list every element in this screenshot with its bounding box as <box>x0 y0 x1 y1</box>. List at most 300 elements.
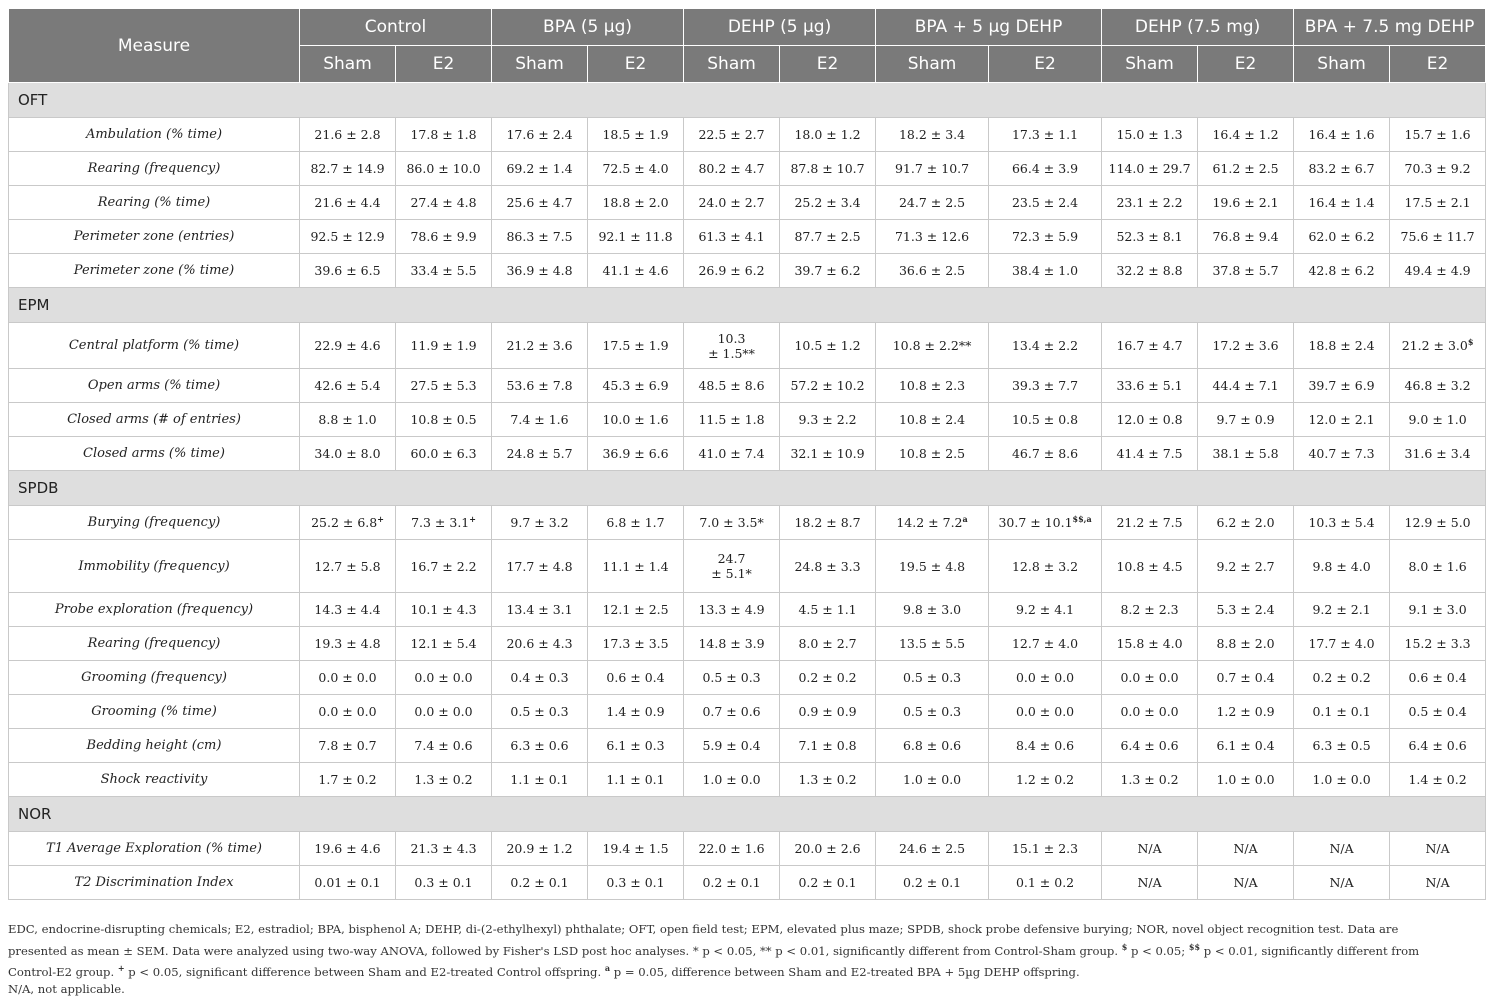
value-text: 7.8 ± 0.7 <box>318 738 377 753</box>
value-cell <box>780 506 876 540</box>
value-text: 82.7 ± 14.9 <box>310 161 385 176</box>
value-text: 10.8 ± 4.5 <box>1116 558 1183 574</box>
value-cell <box>300 152 396 186</box>
value-text: 1.0 ± 0.0 <box>702 772 761 787</box>
value-text: 5.9 ± 0.4 <box>702 738 761 753</box>
value-text: 0.5 ± 0.3 <box>510 704 569 719</box>
value-cell <box>989 593 1102 627</box>
value-cell <box>1390 763 1486 797</box>
value-text: 25.2 ± 6.8 <box>311 515 378 531</box>
group-header: Control <box>300 9 492 46</box>
value-text: 0.3 ± 0.1 <box>414 875 473 890</box>
value-cell <box>396 627 492 661</box>
value-cell <box>876 118 989 152</box>
value-cell <box>300 763 396 797</box>
value-cell <box>588 593 684 627</box>
value-text: 15.7 ± 1.6 <box>1404 127 1471 142</box>
value-cell <box>396 437 492 471</box>
value-cell <box>492 186 588 220</box>
value-text: 48.5 ± 8.6 <box>698 378 765 393</box>
value-cell <box>396 254 492 288</box>
value-text: 6.1 ± 0.3 <box>606 738 665 753</box>
value-text: 0.5 ± 0.3 <box>902 670 962 685</box>
value-cell <box>780 403 876 437</box>
value-text: N/A <box>1329 875 1354 890</box>
value-text: 0.7 ± 0.4 <box>1216 670 1275 685</box>
value-cell <box>1294 369 1390 403</box>
section-title: EPM <box>9 288 1486 323</box>
value-cell <box>684 506 780 540</box>
value-text: 22.9 ± 4.6 <box>314 338 381 353</box>
value-cell <box>300 254 396 288</box>
value-cell <box>588 763 684 797</box>
value-cell <box>1102 866 1198 900</box>
value-cell <box>1390 437 1486 471</box>
value-text: 10.0 ± 1.6 <box>602 412 669 427</box>
value-cell <box>684 220 780 254</box>
value-text: 57.2 ± 10.2 <box>790 378 865 393</box>
value-text: 7.3 ± 3.1 <box>411 515 470 531</box>
value-text: 1.0 ± 0.0 <box>1216 772 1275 787</box>
value-cell <box>876 220 989 254</box>
value-text: 14.3 ± 4.4 <box>314 602 381 617</box>
section-row <box>9 797 1486 832</box>
value-cell <box>588 323 684 369</box>
table-row <box>9 832 1486 866</box>
value-text: N/A <box>1329 841 1354 856</box>
value-cell <box>1102 540 1198 593</box>
value-cell <box>684 254 780 288</box>
value-cell <box>780 323 876 369</box>
value-text: 16.7 ± 2.2 <box>410 558 477 574</box>
value-cell <box>1198 661 1294 695</box>
value-text: 21.6 ± 4.4 <box>314 195 381 210</box>
value-cell <box>492 403 588 437</box>
value-text: 86.3 ± 7.5 <box>506 229 573 244</box>
value-text: 13.4 ± 3.1 <box>506 602 573 617</box>
value-text: 20.9 ± 1.2 <box>506 841 573 856</box>
measure-label: Immobility (frequency) <box>9 540 300 593</box>
value-text: 10.8 ± 0.5 <box>410 412 477 427</box>
value-cell <box>989 254 1102 288</box>
subgroup-header: Sham <box>1294 46 1390 83</box>
value-cell <box>684 186 780 220</box>
value-text: 21.2 ± 3.6 <box>506 338 573 353</box>
value-text: 33.6 ± 5.1 <box>1116 378 1183 393</box>
value-text: 10.8 ± 2.4 <box>898 412 966 427</box>
value-cell <box>588 403 684 437</box>
value-cell <box>1390 506 1486 540</box>
value-cell <box>1390 729 1486 763</box>
value-text: 18.8 ± 2.0 <box>602 195 669 210</box>
value-cell <box>492 540 588 593</box>
value-cell <box>396 763 492 797</box>
value-text: 21.6 ± 2.8 <box>314 127 381 142</box>
value-text: 0.0 ± 0.0 <box>1015 704 1075 719</box>
footnote-na: N/A, not applicable. <box>8 982 125 997</box>
value-text: 75.6 ± 11.7 <box>1400 229 1475 244</box>
value-text: 30.7 ± 10.1 <box>998 515 1073 531</box>
value-cell <box>1102 763 1198 797</box>
value-text: 0.01 ± 0.1 <box>314 875 381 890</box>
value-cell <box>588 186 684 220</box>
value-text: 0.5 ± 0.3 <box>902 704 962 719</box>
value-text: 41.4 ± 7.5 <box>1116 446 1183 461</box>
value-text: 12.0 ± 0.8 <box>1116 412 1183 427</box>
value-text: 11.9 ± 1.9 <box>410 338 477 353</box>
measure-label: Perimeter zone (% time) <box>9 254 300 288</box>
value-text: 0.6 ± 0.4 <box>1408 670 1467 685</box>
value-text: 114.0 ± 29.7 <box>1108 161 1191 176</box>
value-cell <box>989 437 1102 471</box>
value-cell <box>1198 118 1294 152</box>
value-cell <box>1294 695 1390 729</box>
value-cell <box>989 540 1102 593</box>
value-cell <box>1294 729 1390 763</box>
table-row <box>9 729 1486 763</box>
value-cell <box>396 118 492 152</box>
value-text: 12.8 ± 3.2 <box>1011 558 1079 574</box>
value-cell <box>396 220 492 254</box>
subgroup-header: E2 <box>989 46 1102 83</box>
value-cell <box>588 118 684 152</box>
value-cell <box>1102 627 1198 661</box>
value-cell <box>989 403 1102 437</box>
value-cell <box>396 323 492 369</box>
value-text: 25.2 ± 3.4 <box>794 195 861 210</box>
value-text: 5.3 ± 2.4 <box>1216 602 1275 617</box>
value-cell <box>396 695 492 729</box>
value-text: 1.4 ± 0.9 <box>606 704 665 719</box>
value-cell <box>492 323 588 369</box>
footnote-abbreviations: EDC, endocrine-disrupting chemicals; E2, estradiol; BPA, bisphenol A; DEHP, di-(2-ethylhexyl) phthalate; OFT, open field test; EPM, elevated plus maze; SPDB, shock probe defensive burying; NOR, novel object recognition test. Data are presented as mean ± SEM. Data were analyzed using two-way ANOVA, followed by Fisher's LSD post hoc analyses. * p < 0.05, ** p < 0.01, significantly different from Control-Sham group. $ p < 0.05; $$ p < 0.01, significantly different from Control-E2 group. + p < 0.05, significant difference between Sham and E2-treated Control offspring. $^a$ p = 0.05, difference between Sham and E2-treated BPA + 5µg DEHP offspring. <box>8 922 1420 979</box>
table-header <box>9 9 1486 83</box>
value-cell <box>300 118 396 152</box>
value-cell <box>588 695 684 729</box>
value-text: N/A <box>1233 875 1258 890</box>
value-text: 1.7 ± 0.2 <box>318 772 377 787</box>
value-cell <box>876 866 989 900</box>
value-text: 9.8 ± 3.0 <box>902 602 962 617</box>
value-text: 12.7 ± 4.0 <box>1011 636 1079 651</box>
value-text: 42.8 ± 6.2 <box>1308 263 1375 278</box>
value-text: 8.8 ± 2.0 <box>1216 636 1275 651</box>
value-cell <box>1198 627 1294 661</box>
value-cell <box>876 152 989 186</box>
value-cell <box>1390 403 1486 437</box>
value-cell <box>876 661 989 695</box>
value-text: 24.7 ± 2.5 <box>898 195 966 210</box>
value-cell <box>588 369 684 403</box>
value-cell <box>780 254 876 288</box>
section-title: SPDB <box>9 471 1486 506</box>
value-cell <box>1102 729 1198 763</box>
value-cell <box>1198 369 1294 403</box>
value-text: 0.0 ± 0.0 <box>1120 670 1179 685</box>
value-text: 10.5 ± 1.2 <box>794 338 861 353</box>
value-cell <box>300 506 396 540</box>
value-text: 6.4 ± 0.6 <box>1408 738 1467 753</box>
measure-label: T2 Discrimination Index <box>9 866 300 900</box>
value-cell <box>989 506 1102 540</box>
subgroup-header: Sham <box>1102 46 1198 83</box>
value-cell <box>780 763 876 797</box>
value-cell <box>1294 437 1390 471</box>
value-text: 8.0 ± 1.6 <box>1408 558 1467 574</box>
measure-label: Bedding height (cm) <box>9 729 300 763</box>
value-cell <box>989 323 1102 369</box>
value-text: 87.8 ± 10.7 <box>790 161 865 176</box>
value-cell <box>989 627 1102 661</box>
group-header: DEHP (5 µg) <box>684 9 876 46</box>
value-text: 11.5 ± 1.8 <box>698 412 765 427</box>
value-text: 62.0 ± 6.2 <box>1308 229 1375 244</box>
value-cell <box>492 506 588 540</box>
value-cell <box>1102 437 1198 471</box>
value-cell <box>1390 152 1486 186</box>
value-text: 10.3 <box>717 330 746 346</box>
value-text: 32.2 ± 8.8 <box>1116 263 1183 278</box>
value-cell <box>684 403 780 437</box>
value-text: 16.4 ± 1.6 <box>1308 127 1375 142</box>
table-row <box>9 369 1486 403</box>
value-text: 0.0 ± 0.0 <box>318 704 377 719</box>
value-cell <box>588 152 684 186</box>
measure-label: Grooming (% time) <box>9 695 300 729</box>
measure-label: Ambulation (% time) <box>9 118 300 152</box>
value-cell <box>780 437 876 471</box>
table-row <box>9 437 1486 471</box>
value-text: 12.9 ± 5.0 <box>1404 515 1471 530</box>
section-row <box>9 471 1486 506</box>
table-row <box>9 763 1486 797</box>
value-text: 1.2 ± 0.9 <box>1216 704 1275 719</box>
section-title: OFT <box>9 83 1486 118</box>
value-cell <box>1390 627 1486 661</box>
value-text: 42.6 ± 5.4 <box>314 378 381 393</box>
value-cell <box>588 220 684 254</box>
value-text: 22.5 ± 2.7 <box>698 127 765 142</box>
value-cell <box>989 118 1102 152</box>
value-cell <box>492 695 588 729</box>
value-text: 22.0 ± 1.6 <box>698 841 765 856</box>
value-cell <box>1390 661 1486 695</box>
value-cell <box>396 729 492 763</box>
value-cell <box>1294 540 1390 593</box>
value-text: 16.4 ± 1.4 <box>1308 195 1375 210</box>
value-text-line2: ± 5.1* <box>711 566 752 581</box>
value-cell <box>1198 220 1294 254</box>
value-text: 52.3 ± 8.1 <box>1116 229 1183 244</box>
value-cell <box>300 403 396 437</box>
value-text: 17.3 ± 1.1 <box>1011 127 1079 142</box>
value-cell <box>780 540 876 593</box>
value-text: 9.2 ± 4.1 <box>1015 602 1075 617</box>
measure-label: Closed arms (% time) <box>9 437 300 471</box>
value-text: 12.7 ± 5.8 <box>314 558 381 574</box>
subgroup-header: Sham <box>684 46 780 83</box>
subgroup-header: Sham <box>492 46 588 83</box>
value-cell <box>1102 661 1198 695</box>
value-text: 1.3 ± 0.2 <box>798 772 857 787</box>
value-cell <box>1294 763 1390 797</box>
value-text: N/A <box>1137 875 1162 890</box>
value-text: 17.3 ± 3.5 <box>602 636 669 651</box>
value-text: 6.8 ± 0.6 <box>902 738 962 753</box>
value-text: 24.0 ± 2.7 <box>698 195 765 210</box>
table-row <box>9 186 1486 220</box>
value-text: 6.8 ± 1.7 <box>606 515 665 530</box>
value-text: 33.4 ± 5.5 <box>410 263 477 278</box>
value-cell <box>588 729 684 763</box>
value-cell <box>989 152 1102 186</box>
results-table <box>8 8 1486 900</box>
subgroup-header: E2 <box>396 46 492 83</box>
value-cell <box>1102 695 1198 729</box>
measure-label: Burying (frequency) <box>9 506 300 540</box>
value-cell <box>492 118 588 152</box>
value-cell <box>1198 729 1294 763</box>
value-text: 0.5 ± 0.3 <box>702 670 761 685</box>
value-cell <box>684 540 780 593</box>
value-cell <box>780 369 876 403</box>
value-cell <box>1198 323 1294 369</box>
value-text: 9.2 ± 2.7 <box>1216 558 1275 574</box>
value-text: 17.8 ± 1.8 <box>410 127 477 142</box>
value-text: 0.0 ± 0.0 <box>1120 704 1179 719</box>
value-text: 8.2 ± 2.3 <box>1120 602 1179 617</box>
value-cell <box>396 540 492 593</box>
value-cell <box>396 832 492 866</box>
value-text: 17.7 ± 4.0 <box>1308 636 1375 651</box>
value-cell <box>876 254 989 288</box>
value-text: 7.0 ± 3.5* <box>699 515 764 530</box>
value-text: 0.7 ± 0.6 <box>702 704 761 719</box>
value-cell <box>1390 695 1486 729</box>
value-cell <box>492 254 588 288</box>
value-cell <box>876 506 989 540</box>
value-text: 72.5 ± 4.0 <box>602 161 669 176</box>
value-cell <box>588 437 684 471</box>
value-text: 26.9 ± 6.2 <box>698 263 765 278</box>
value-text: N/A <box>1425 875 1450 890</box>
value-text: 0.2 ± 0.1 <box>798 875 857 890</box>
value-cell <box>300 220 396 254</box>
section-row <box>9 83 1486 118</box>
value-cell <box>492 763 588 797</box>
value-cell <box>396 152 492 186</box>
value-cell <box>588 866 684 900</box>
value-text: 1.0 ± 0.0 <box>1312 772 1371 787</box>
value-text: N/A <box>1137 841 1162 856</box>
section-title: NOR <box>9 797 1486 832</box>
value-cell <box>1390 220 1486 254</box>
value-cell <box>1102 186 1198 220</box>
value-text: 86.0 ± 10.0 <box>406 161 481 176</box>
measure-label: Probe exploration (frequency) <box>9 593 300 627</box>
value-cell <box>300 866 396 900</box>
value-cell <box>492 627 588 661</box>
table-row <box>9 506 1486 540</box>
value-text: 17.6 ± 2.4 <box>506 127 573 142</box>
value-cell <box>1102 323 1198 369</box>
table-row <box>9 220 1486 254</box>
value-text: 0.0 ± 0.0 <box>414 704 473 719</box>
value-text: 10.8 ± 2.2** <box>892 338 972 353</box>
subgroup-header: E2 <box>780 46 876 83</box>
value-text: 36.9 ± 4.8 <box>506 263 573 278</box>
value-text: 61.2 ± 2.5 <box>1212 161 1279 176</box>
value-text: 12.1 ± 2.5 <box>602 602 669 617</box>
value-cell <box>300 437 396 471</box>
value-cell <box>492 661 588 695</box>
value-text: 49.4 ± 4.9 <box>1404 263 1471 278</box>
value-cell <box>396 403 492 437</box>
value-text: 0.1 ± 0.1 <box>1312 704 1371 719</box>
value-cell <box>1390 832 1486 866</box>
value-text: 9.7 ± 0.9 <box>1216 412 1275 427</box>
value-cell <box>492 369 588 403</box>
value-cell <box>780 661 876 695</box>
value-text: 23.5 ± 2.4 <box>1011 195 1079 210</box>
subgroup-header: Sham <box>300 46 396 83</box>
value-cell <box>300 369 396 403</box>
value-text: 6.4 ± 0.6 <box>1120 738 1179 753</box>
value-cell <box>1198 695 1294 729</box>
value-cell <box>492 220 588 254</box>
value-text: 13.4 ± 2.2 <box>1011 338 1079 353</box>
value-text: 36.9 ± 6.6 <box>602 446 669 461</box>
value-cell <box>989 729 1102 763</box>
value-cell <box>1390 118 1486 152</box>
value-cell <box>588 540 684 593</box>
value-cell <box>876 323 989 369</box>
value-cell <box>300 627 396 661</box>
value-cell <box>1390 540 1486 593</box>
value-text: 6.3 ± 0.6 <box>510 738 569 753</box>
value-cell <box>876 369 989 403</box>
value-text: 18.2 ± 8.7 <box>794 515 861 530</box>
value-cell <box>1102 254 1198 288</box>
value-cell <box>780 152 876 186</box>
value-text: 0.2 ± 0.2 <box>1312 670 1371 685</box>
value-text: 76.8 ± 9.4 <box>1212 229 1279 244</box>
value-cell <box>1294 866 1390 900</box>
value-text: 19.6 ± 4.6 <box>314 841 381 856</box>
value-text: 0.2 ± 0.1 <box>510 875 569 890</box>
value-text: N/A <box>1425 841 1450 856</box>
measure-label: Perimeter zone (entries) <box>9 220 300 254</box>
value-text: 11.1 ± 1.4 <box>602 558 669 574</box>
value-text: 1.3 ± 0.2 <box>414 772 473 787</box>
value-cell <box>989 369 1102 403</box>
value-cell <box>300 323 396 369</box>
value-cell <box>1390 186 1486 220</box>
value-cell <box>588 506 684 540</box>
value-cell <box>876 832 989 866</box>
value-text: 19.3 ± 4.8 <box>314 636 381 651</box>
value-text: 20.0 ± 2.6 <box>794 841 861 856</box>
value-text: 18.2 ± 3.4 <box>898 127 966 142</box>
value-cell <box>1102 369 1198 403</box>
value-cell <box>876 186 989 220</box>
value-cell <box>1390 369 1486 403</box>
table-row <box>9 627 1486 661</box>
value-text: 19.6 ± 2.1 <box>1212 195 1279 210</box>
value-text: 15.8 ± 4.0 <box>1116 636 1183 651</box>
value-text: 19.5 ± 4.8 <box>898 558 966 574</box>
value-text: 1.1 ± 0.1 <box>606 772 665 787</box>
